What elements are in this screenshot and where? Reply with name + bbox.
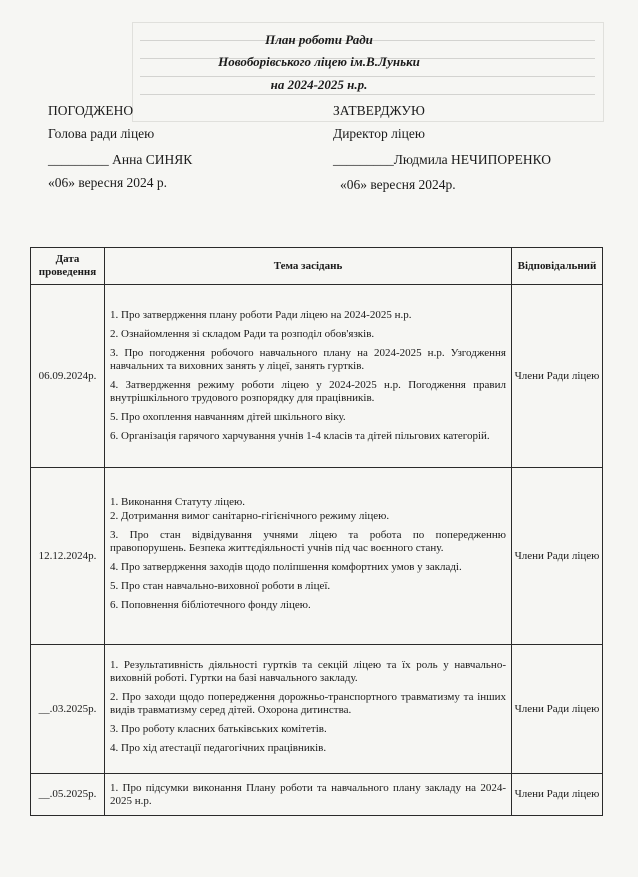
meeting-date: __.05.2025р. [31, 774, 105, 816]
topic-item: 4. Про затвердження заходів щодо поліпшення комфортних умов у закладі. [110, 560, 462, 573]
topic-item: 4. Про хід атестації педагогічних працівників. [110, 741, 327, 754]
table-row [31, 774, 603, 816]
plan-title: План роботи Ради [265, 32, 373, 47]
topic-item: 6. Організація гарячого харчування учнів 1-4 класів та дітей пільгових категорій. [110, 430, 490, 442]
meeting-date: __.03.2025р. [31, 645, 105, 774]
table-row [31, 285, 603, 468]
meeting-topics [105, 468, 512, 645]
approval-label-right: ЗАТВЕРДЖУЮ [333, 103, 425, 118]
topic-item: 3. Про погодження робочого навчального плану на 2024-2025 н.р. Узгодження навчальних та виховних занять у ліцеї, занять гуртків. [110, 347, 506, 372]
topic-item: 2. Дотримання вимог санітарно-гігієнічного режиму ліцею. [110, 509, 390, 522]
date-right: «06» вересня 2024р. [340, 177, 456, 192]
meeting-topics [105, 774, 512, 816]
table-header-row [31, 248, 603, 285]
column-header-date: Дата проведення [31, 248, 105, 285]
signature-left: _________ Анна СИНЯК [48, 152, 193, 167]
plan-school-name: Новоборівського ліцею ім.В.Луньки [218, 54, 420, 69]
plan-year: на 2024-2025 н.р. [270, 77, 368, 92]
meetings-table [30, 247, 603, 816]
signature-right: _________Людмила НЕЧИПОРЕНКО [333, 152, 551, 167]
topic-item: 5. Про стан навчально-виховної роботи в ліцеї. [110, 579, 331, 592]
position-left: Голова ради ліцею [48, 126, 155, 141]
topic-item: 1. Про затвердження плану роботи Ради ліцею на 2024-2025 н.р. [110, 309, 412, 321]
topic-item: 1. Про підсумки виконання Плану роботи та навчального плану закладу на 2024-2025 н.р. [110, 781, 506, 807]
topic-item: 5. Про охоплення навчанням дітей шкільного віку. [110, 411, 346, 423]
topic-item: 3. Про стан відвідування учнями ліцею та робота по попередженню правопорушень. Безпека життєдіяльності учнів під час воєнного стану. [110, 528, 506, 554]
topic-item: 1. Виконання Статуту ліцею. [110, 495, 245, 508]
topic-item: 1. Результативність діяльності гуртків та секцій ліцею та їх роль у навчально-виховній роботі. Гуртки на базі навчального закладу. [110, 658, 506, 684]
meeting-date: 12.12.2024р. [31, 468, 105, 645]
position-right: Директор ліцею [333, 126, 425, 141]
date-left: «06» вересня 2024 р. [48, 175, 168, 190]
meeting-topics [105, 285, 512, 468]
topic-item: 3. Про роботу класних батьківських комітетів. [110, 722, 327, 735]
meeting-responsible: Члени Ради ліцею [512, 285, 603, 468]
meeting-date: 06.09.2024р. [31, 285, 105, 468]
column-header-responsible: Відповідальний [512, 248, 603, 285]
column-header-topics: Тема засідань [105, 248, 512, 285]
topic-item: 4. Затвердження режиму роботи ліцею у 2024-2025 н.р. Погодження правил внутрішкільного трудового розпорядку для працівників. [110, 379, 506, 404]
topic-item: 6. Поповнення бібліотечного фонду ліцею. [110, 598, 311, 611]
meeting-topics [105, 645, 512, 774]
meeting-responsible: Члени Ради ліцею [512, 645, 603, 774]
meeting-responsible: Члени Ради ліцею [512, 774, 603, 816]
topic-item: 2. Ознайомлення зі складом Ради та розподіл обов'язків. [110, 328, 375, 340]
table-row [31, 468, 603, 645]
table-row [31, 645, 603, 774]
topic-item: 2. Про заходи щодо попередження дорожньо-транспортного травматизму та інших видів травматизму серед дітей. Охорона дитинства. [110, 690, 506, 716]
approval-label-left: ПОГОДЖЕНО [48, 103, 134, 118]
meeting-responsible: Члени Ради ліцею [512, 468, 603, 645]
